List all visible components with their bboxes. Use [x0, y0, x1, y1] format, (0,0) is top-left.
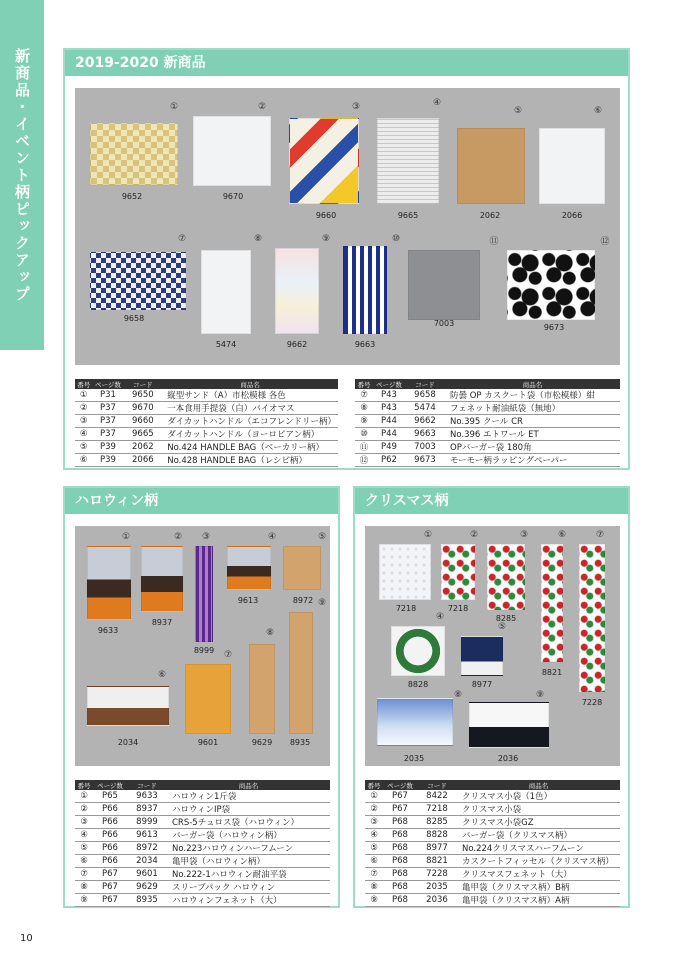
table-row	[75, 829, 330, 842]
product-photo	[141, 546, 183, 612]
row-num: ⑧	[365, 881, 383, 894]
page-number: 10	[20, 933, 33, 944]
row-code: 9673	[405, 454, 445, 467]
table-row	[355, 402, 620, 415]
row-name: CRS-5チュロス袋（ハロウィン）	[167, 816, 330, 829]
row-name: クリスマス小袋（1色）	[457, 790, 620, 803]
product-photo	[343, 246, 387, 334]
row-code: 2062	[123, 441, 162, 454]
row-name: クリスマス小袋	[457, 803, 620, 816]
product-photo	[87, 686, 169, 726]
row-code: 8422	[417, 790, 457, 803]
col-num: 番号	[355, 379, 373, 389]
table-row	[75, 881, 330, 894]
row-num: ⑦	[355, 389, 373, 402]
product-photo	[201, 250, 251, 334]
table-row	[75, 790, 330, 803]
row-page: P37	[92, 402, 123, 415]
item-number: ③	[519, 530, 529, 540]
row-page: P37	[92, 415, 123, 428]
table-header-row	[365, 780, 620, 790]
col-code: コード	[123, 379, 162, 389]
table-row	[355, 389, 620, 402]
item-number: ⑩	[391, 234, 401, 244]
row-name: ダイカットハンドル（ヨーロピアン柄）	[162, 428, 338, 441]
product-photo	[90, 123, 178, 185]
row-name: モーモー柄ラッピングペーパー	[445, 454, 620, 467]
row-num: ⑥	[365, 855, 383, 868]
row-code: 2034	[127, 855, 167, 868]
row-page: P44	[373, 428, 405, 441]
row-page: P68	[383, 829, 417, 842]
halloween-photos	[75, 526, 330, 766]
table-row	[75, 415, 338, 428]
product-code: 7228	[581, 698, 603, 707]
row-num: ①	[75, 389, 92, 402]
item-number: ⑧	[453, 690, 463, 700]
row-num: ③	[365, 816, 383, 829]
row-num: ②	[75, 803, 93, 816]
row-code: 8828	[417, 829, 457, 842]
row-page: P68	[383, 894, 417, 907]
table-row	[365, 790, 620, 803]
row-name: ハロウィンフェネット（大）	[167, 894, 330, 907]
row-page: P66	[93, 855, 127, 868]
item-number: ⑥	[157, 670, 167, 680]
product-photo	[457, 128, 525, 204]
row-name: 縦型サンド（A）市松模様 各色	[162, 389, 338, 402]
row-name: No.395 クール CR	[445, 415, 620, 428]
product-photo	[249, 644, 275, 734]
table-row	[365, 803, 620, 816]
row-page: P66	[93, 803, 127, 816]
item-number: ②	[173, 532, 183, 542]
row-num: ④	[75, 428, 92, 441]
product-code: 8999	[193, 646, 215, 655]
col-code: コード	[127, 780, 167, 790]
row-code: 9670	[123, 402, 162, 415]
col-num: 番号	[75, 379, 92, 389]
product-photo	[469, 702, 549, 748]
product-photo	[275, 248, 319, 334]
row-page: P39	[92, 441, 123, 454]
product-photo	[283, 546, 321, 590]
table-header-row	[75, 379, 338, 389]
row-name: ハロウィンIP袋	[167, 803, 330, 816]
table-row	[75, 389, 338, 402]
row-code: 2036	[417, 894, 457, 907]
side-tab-label: 新商品・イベント柄ピックアップ	[13, 48, 31, 303]
product-code: 5474	[215, 340, 237, 349]
row-page: P67	[93, 868, 127, 881]
row-name: フェネット耐油紙袋（無地）	[445, 402, 620, 415]
table-row	[355, 415, 620, 428]
item-number: ①	[423, 530, 433, 540]
col-name: 商品名	[162, 379, 338, 389]
col-name: 商品名	[445, 379, 620, 389]
row-num: ⑤	[365, 842, 383, 855]
product-photo	[195, 546, 213, 642]
row-num: ⑨	[75, 894, 93, 907]
product-code: 8937	[151, 618, 173, 627]
row-num: ③	[75, 415, 92, 428]
row-page: P43	[373, 402, 405, 415]
row-page: P49	[373, 441, 405, 454]
row-num: ⑫	[355, 454, 373, 467]
row-num: ⑥	[75, 454, 92, 467]
row-code: 7228	[417, 868, 457, 881]
row-page: P39	[92, 454, 123, 467]
product-code: 9670	[222, 192, 244, 201]
item-number: ⑫	[600, 237, 610, 247]
col-page: ページ数	[93, 780, 127, 790]
item-number: ⑥	[557, 530, 567, 540]
table-row	[355, 441, 620, 454]
row-page: P68	[383, 842, 417, 855]
row-code: 9633	[127, 790, 167, 803]
product-code: 2035	[403, 754, 425, 763]
item-number: ⑧	[253, 234, 263, 244]
row-code: 8999	[127, 816, 167, 829]
item-number: ⑨	[317, 598, 327, 608]
row-page: P66	[93, 816, 127, 829]
row-code: 8821	[417, 855, 457, 868]
row-num: ④	[365, 829, 383, 842]
product-code: 9633	[97, 626, 119, 635]
item-number: ⑦	[223, 650, 233, 660]
table-row	[355, 428, 620, 441]
row-num: ①	[75, 790, 93, 803]
row-code: 7003	[405, 441, 445, 454]
row-name: 亀甲袋（ハロウィン柄）	[167, 855, 330, 868]
row-page: P37	[92, 428, 123, 441]
row-name: 亀甲袋（クリスマス柄）B柄	[457, 881, 620, 894]
col-code: コード	[417, 780, 457, 790]
row-num: ⑧	[75, 881, 93, 894]
table-row	[365, 829, 620, 842]
row-code: 2035	[417, 881, 457, 894]
row-page: P66	[93, 842, 127, 855]
product-photo	[507, 250, 595, 320]
product-photo	[579, 544, 605, 692]
row-num: ⑩	[355, 428, 373, 441]
product-code: 9665	[397, 211, 419, 220]
row-page: P67	[383, 790, 417, 803]
row-num: ⑦	[75, 868, 93, 881]
row-code: 8285	[417, 816, 457, 829]
product-code: 7218	[447, 604, 469, 613]
row-page: P68	[383, 855, 417, 868]
row-name: ハロウィン1斤袋	[167, 790, 330, 803]
halloween-table	[75, 780, 330, 907]
row-num: ②	[75, 402, 92, 415]
row-code: 9663	[405, 428, 445, 441]
table-row	[75, 441, 338, 454]
product-code: 8977	[471, 680, 493, 689]
row-code: 9665	[123, 428, 162, 441]
table-row	[75, 842, 330, 855]
row-code: 5474	[405, 402, 445, 415]
product-code: 7218	[395, 604, 417, 613]
col-code: コード	[405, 379, 445, 389]
item-number: ②	[257, 102, 267, 112]
table-row	[75, 855, 330, 868]
row-name: 防曇 OP カスクート袋（市松模様）紺	[445, 389, 620, 402]
product-photo	[379, 544, 431, 600]
row-num: ⑤	[75, 842, 93, 855]
christmas-section	[353, 486, 630, 908]
table-row	[365, 855, 620, 868]
row-num: ⑦	[365, 868, 383, 881]
row-name: クリスマス小袋GZ	[457, 816, 620, 829]
item-number: ⑥	[593, 106, 603, 116]
product-code: 9673	[543, 323, 565, 332]
item-number: ①	[169, 102, 179, 112]
halloween-section	[63, 486, 340, 908]
product-photo	[461, 636, 503, 676]
table-row	[365, 881, 620, 894]
table-header-row	[75, 780, 330, 790]
item-number: ⑪	[489, 237, 499, 247]
row-code: 9613	[127, 829, 167, 842]
item-number: ②	[469, 530, 479, 540]
product-code: 8972	[292, 596, 314, 605]
row-num: ⑪	[355, 441, 373, 454]
col-page: ページ数	[373, 379, 405, 389]
item-number: ⑧	[265, 628, 275, 638]
product-photo	[539, 128, 605, 204]
row-num: ②	[365, 803, 383, 816]
product-code: 9660	[315, 211, 337, 220]
product-code: 8821	[541, 668, 563, 677]
row-name: OPバーガー袋 180角	[445, 441, 620, 454]
col-num: 番号	[75, 780, 93, 790]
table-row	[365, 894, 620, 907]
christmas-title: クリスマス柄	[355, 488, 628, 514]
col-page: ページ数	[383, 780, 417, 790]
row-name: クリスマスフェネット（大）	[457, 868, 620, 881]
item-number: ⑦	[595, 530, 605, 540]
table-row	[75, 894, 330, 907]
product-code: 8828	[407, 680, 429, 689]
product-code: 9658	[123, 314, 145, 323]
row-page: P68	[383, 816, 417, 829]
side-tab	[0, 0, 44, 350]
table-row	[75, 868, 330, 881]
row-num: ⑥	[75, 855, 93, 868]
row-code: 9660	[123, 415, 162, 428]
table-row	[75, 816, 330, 829]
row-code: 9658	[405, 389, 445, 402]
row-page: P67	[383, 803, 417, 816]
row-name: バーガー袋（クリスマス柄）	[457, 829, 620, 842]
item-number: ⑨	[535, 690, 545, 700]
item-number: ⑤	[317, 532, 327, 542]
product-code: 9662	[286, 340, 308, 349]
product-photo	[377, 118, 439, 204]
table-row	[355, 454, 620, 467]
product-photo	[377, 698, 453, 746]
row-page: P62	[373, 454, 405, 467]
row-name: 一本食用手提袋（白）バイオマス	[162, 402, 338, 415]
product-code: 9613	[237, 596, 259, 605]
row-code: 8935	[127, 894, 167, 907]
row-code: 8937	[127, 803, 167, 816]
row-name: No.223ハロウィンハーフムーン	[167, 842, 330, 855]
product-code: 8935	[289, 738, 311, 747]
item-number: ⑨	[321, 234, 331, 244]
item-number: ⑤	[497, 622, 507, 632]
row-page: P65	[93, 790, 127, 803]
product-code: 9601	[197, 738, 219, 747]
new-products-photos	[75, 88, 620, 365]
item-number: ④	[432, 98, 442, 108]
row-num: ⑧	[355, 402, 373, 415]
row-page: P43	[373, 389, 405, 402]
christmas-photos	[365, 526, 620, 766]
product-code: 9629	[251, 738, 273, 747]
row-num: ①	[365, 790, 383, 803]
new-products-table-right	[355, 379, 620, 467]
new-products-title: 2019-2020 新商品	[65, 50, 628, 76]
row-page: P68	[383, 881, 417, 894]
product-photo	[289, 612, 313, 734]
table-row	[365, 868, 620, 881]
row-page: P67	[93, 881, 127, 894]
product-code: 9663	[354, 340, 376, 349]
table-row	[75, 428, 338, 441]
row-num: ③	[75, 816, 93, 829]
row-num: ⑨	[365, 894, 383, 907]
table-row	[75, 454, 338, 467]
row-code: 7218	[417, 803, 457, 816]
col-name: 商品名	[457, 780, 620, 790]
table-header-row	[355, 379, 620, 389]
product-photo	[408, 250, 480, 320]
product-photo	[90, 252, 186, 310]
product-code: 8285	[495, 614, 517, 623]
col-name: 商品名	[167, 780, 330, 790]
item-number: ⑦	[177, 234, 187, 244]
row-page: P44	[373, 415, 405, 428]
halloween-title: ハロウィン柄	[65, 488, 338, 514]
product-photo	[87, 546, 131, 620]
product-code: 2036	[497, 754, 519, 763]
new-products-table-left	[75, 379, 338, 467]
product-code: 2034	[117, 738, 139, 747]
table-row	[365, 842, 620, 855]
row-code: 9601	[127, 868, 167, 881]
item-number: ①	[121, 532, 131, 542]
product-photo	[541, 544, 563, 662]
product-photo	[391, 626, 445, 676]
product-photo	[487, 544, 525, 610]
row-page: P66	[93, 829, 127, 842]
row-name: No.222-1ハロウィン耐油平袋	[167, 868, 330, 881]
product-code: 2066	[561, 211, 583, 220]
row-code: 9629	[127, 881, 167, 894]
row-code: 9650	[123, 389, 162, 402]
row-page: P31	[92, 389, 123, 402]
product-photo	[441, 544, 475, 600]
row-code: 2066	[123, 454, 162, 467]
row-name: No.428 HANDLE BAG（レシピ柄）	[162, 454, 338, 467]
row-name: カスクートフィッセル（クリスマス柄）	[457, 855, 620, 868]
row-page: P68	[383, 868, 417, 881]
row-page: P67	[93, 894, 127, 907]
product-photo	[227, 546, 271, 590]
row-name: No.224クリスマスハーフムーン	[457, 842, 620, 855]
christmas-table	[365, 780, 620, 907]
new-products-section	[63, 48, 630, 470]
row-name: No.424 HANDLE BAG（ベーカリー柄）	[162, 441, 338, 454]
col-page: ページ数	[92, 379, 123, 389]
item-number: ③	[201, 532, 211, 542]
row-code: 9662	[405, 415, 445, 428]
product-code: 7003	[433, 319, 455, 328]
row-name: 亀甲袋（クリスマス柄）A柄	[457, 894, 620, 907]
table-row	[75, 402, 338, 415]
row-name: スリーブパック ハロウィン	[167, 881, 330, 894]
item-number: ③	[351, 102, 361, 112]
row-name: ダイカットハンドル（エコフレンドリー柄）	[162, 415, 338, 428]
row-num: ⑤	[75, 441, 92, 454]
product-photo	[193, 116, 271, 186]
item-number: ④	[267, 532, 277, 542]
product-photo	[185, 664, 231, 734]
row-code: 8977	[417, 842, 457, 855]
row-name: バーガー袋（ハロウィン柄）	[167, 829, 330, 842]
product-photo	[289, 118, 359, 204]
table-row	[75, 803, 330, 816]
row-num: ⑨	[355, 415, 373, 428]
product-code: 9652	[121, 192, 143, 201]
col-num: 番号	[365, 780, 383, 790]
product-code: 2062	[479, 211, 501, 220]
row-num: ④	[75, 829, 93, 842]
row-code: 8972	[127, 842, 167, 855]
item-number: ④	[435, 612, 445, 622]
table-row	[365, 816, 620, 829]
item-number: ⑤	[513, 106, 523, 116]
row-name: No.396 エトワール ET	[445, 428, 620, 441]
